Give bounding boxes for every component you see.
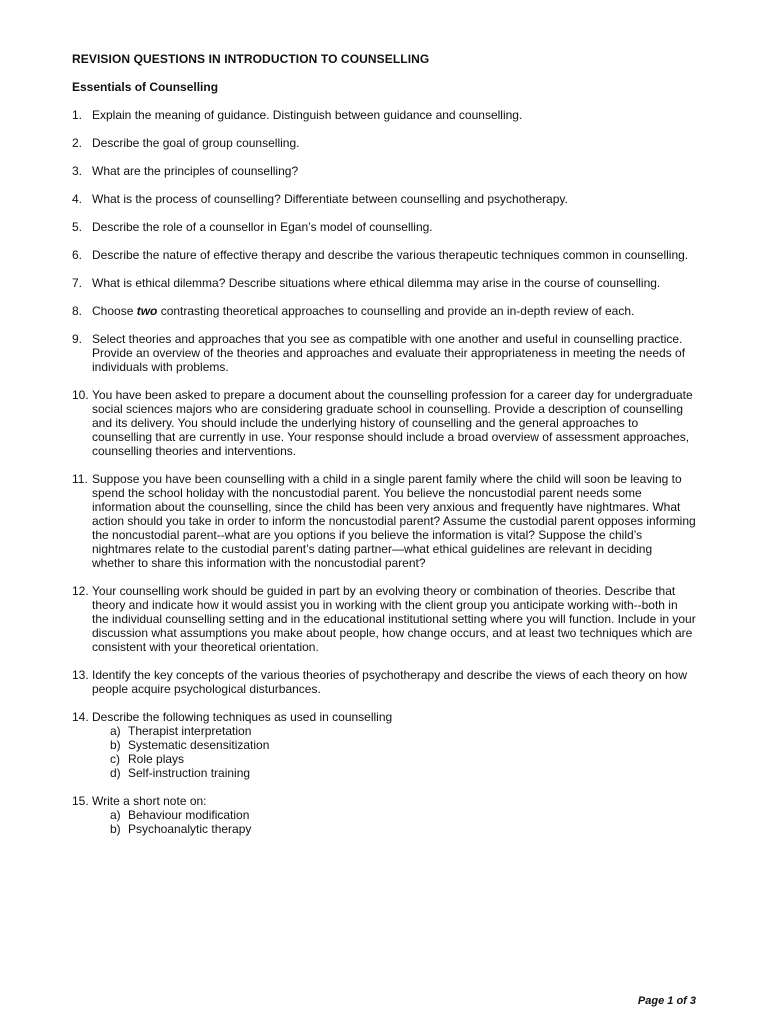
question-item	[72, 108, 697, 122]
question-number: 7.	[72, 276, 83, 290]
sub-item-text: Systematic desensitization	[128, 738, 270, 752]
question-number: 2.	[72, 136, 83, 150]
question-item	[72, 794, 697, 836]
question-number: 13.	[72, 668, 89, 682]
sub-item-text: Behaviour modification	[128, 808, 250, 822]
sub-item	[110, 766, 697, 780]
sub-item-list	[92, 724, 697, 780]
sub-item-text: Self-instruction training	[128, 766, 251, 780]
emphasis-word: two	[136, 304, 158, 318]
question-item	[72, 276, 697, 290]
question-item	[72, 192, 697, 206]
question-text: Identify the key concepts of the various theories of psychotherapy and describe the views of each theory on how people acquire psychological disturbances.	[92, 668, 688, 696]
sub-item-label: b)	[110, 738, 121, 752]
question-number: 5.	[72, 220, 83, 234]
sub-item	[110, 724, 697, 738]
question-item	[72, 220, 697, 234]
question-text: What is the process of counselling? Differentiate between counselling and psychotherapy.	[92, 192, 568, 206]
section-heading: Essentials of Counselling	[72, 80, 219, 94]
question-item	[72, 304, 697, 318]
question-item	[72, 248, 697, 262]
sub-item-text: Psychoanalytic therapy	[128, 822, 252, 836]
question-item	[72, 668, 697, 696]
sub-item	[110, 808, 697, 822]
question-text: Describe the role of a counsellor in Egan’s model of counselling.	[92, 220, 433, 234]
question-text-post: contrasting theoretical approaches to counselling and provide an in-depth review of each.	[157, 304, 635, 318]
question-number: 9.	[72, 332, 83, 346]
sub-item	[110, 822, 697, 836]
question-text: Describe the goal of group counselling.	[92, 136, 300, 150]
question-text: Select theories and approaches that you see as compatible with one another and useful in counselling practice. Provide an overview of the theories and approaches and evaluate their appropriateness in meeting the needs of individuals with problems.	[92, 332, 686, 374]
question-item	[72, 164, 697, 178]
question-item	[72, 472, 697, 570]
sub-item-label: b)	[110, 822, 121, 836]
sub-item	[110, 738, 697, 752]
question-text	[92, 304, 697, 318]
question-text: You have been asked to prepare a document about the counselling profession for a career day for undergraduate social sciences majors who are considering graduate school in counselling. Provide a description of counselling and its delivery. You should include the underlying history of counselling and the general approaches to counselling that are currently in use. Your response should include a broad overview of assessment approaches, counselling theories and interventions.	[92, 388, 693, 458]
question-text: Describe the nature of effective therapy and describe the various therapeutic techniques common in counselling.	[92, 248, 689, 262]
sub-item-text: Therapist interpretation	[128, 724, 252, 738]
sub-item-label: d)	[110, 766, 121, 780]
sub-item-label: c)	[110, 752, 120, 766]
question-text: Your counselling work should be guided in part by an evolving theory or combination of theories. Describe that theory and indicate how it would assist you in working with the client group you anticipate working with--both in the individual counselling setting and in the educational institutional setting where you will function. Include in your discussion what assumptions you make about people, how change occurs, and at least two techniques which are consistent with your theoretical orientation.	[92, 584, 696, 654]
question-number: 11.	[72, 472, 88, 486]
question-number: 12.	[72, 584, 89, 598]
question-list	[72, 108, 697, 850]
question-text: Describe the following techniques as used in counselling	[92, 710, 393, 724]
question-number: 1.	[72, 108, 83, 122]
page-number: Page 1 of 3	[637, 995, 696, 1007]
question-item	[72, 584, 697, 654]
question-number: 15.	[72, 794, 89, 808]
question-number: 6.	[72, 248, 83, 262]
document-title: REVISION QUESTIONS IN INTRODUCTION TO COUNSELLING	[72, 52, 430, 66]
sub-item-label: a)	[110, 808, 121, 822]
question-number: 8.	[72, 304, 83, 318]
question-item	[72, 710, 697, 780]
sub-item-list	[92, 808, 697, 836]
sub-item-text: Role plays	[128, 752, 185, 766]
question-number: 14.	[72, 710, 89, 724]
sub-item-label: a)	[110, 724, 121, 738]
question-text: What is ethical dilemma? Describe situations where ethical dilemma may arise in the course of counselling.	[92, 276, 661, 290]
question-item	[72, 388, 697, 458]
question-text: Suppose you have been counselling with a child in a single parent family where the child will soon be leaving to spend the school holiday with the noncustodial parent. You believe the noncustodial parent needs some information about the counselling, since the child has been very anxious and frequently have nightmares. What action should you take in order to inform the noncustodial parent? Assume the custodial parent opposes informing the noncustodial parent--what are you options if you believe the information is vital? Suppose the child’s nightmares relate to the custodial parent’s dating partner—what ethical guidelines are relevant in deciding whether to share this information with the noncustodial parent?	[92, 472, 696, 570]
question-text: Explain the meaning of guidance. Distinguish between guidance and counselling.	[92, 108, 523, 122]
question-text-pre: Choose	[92, 304, 137, 318]
sub-item	[110, 752, 697, 766]
question-number: 10.	[72, 388, 89, 402]
question-text: What are the principles of counselling?	[92, 164, 299, 178]
question-number: 3.	[72, 164, 83, 178]
question-number: 4.	[72, 192, 83, 206]
question-item	[72, 332, 697, 374]
question-text: Write a short note on:	[92, 794, 207, 808]
question-item	[72, 136, 697, 150]
